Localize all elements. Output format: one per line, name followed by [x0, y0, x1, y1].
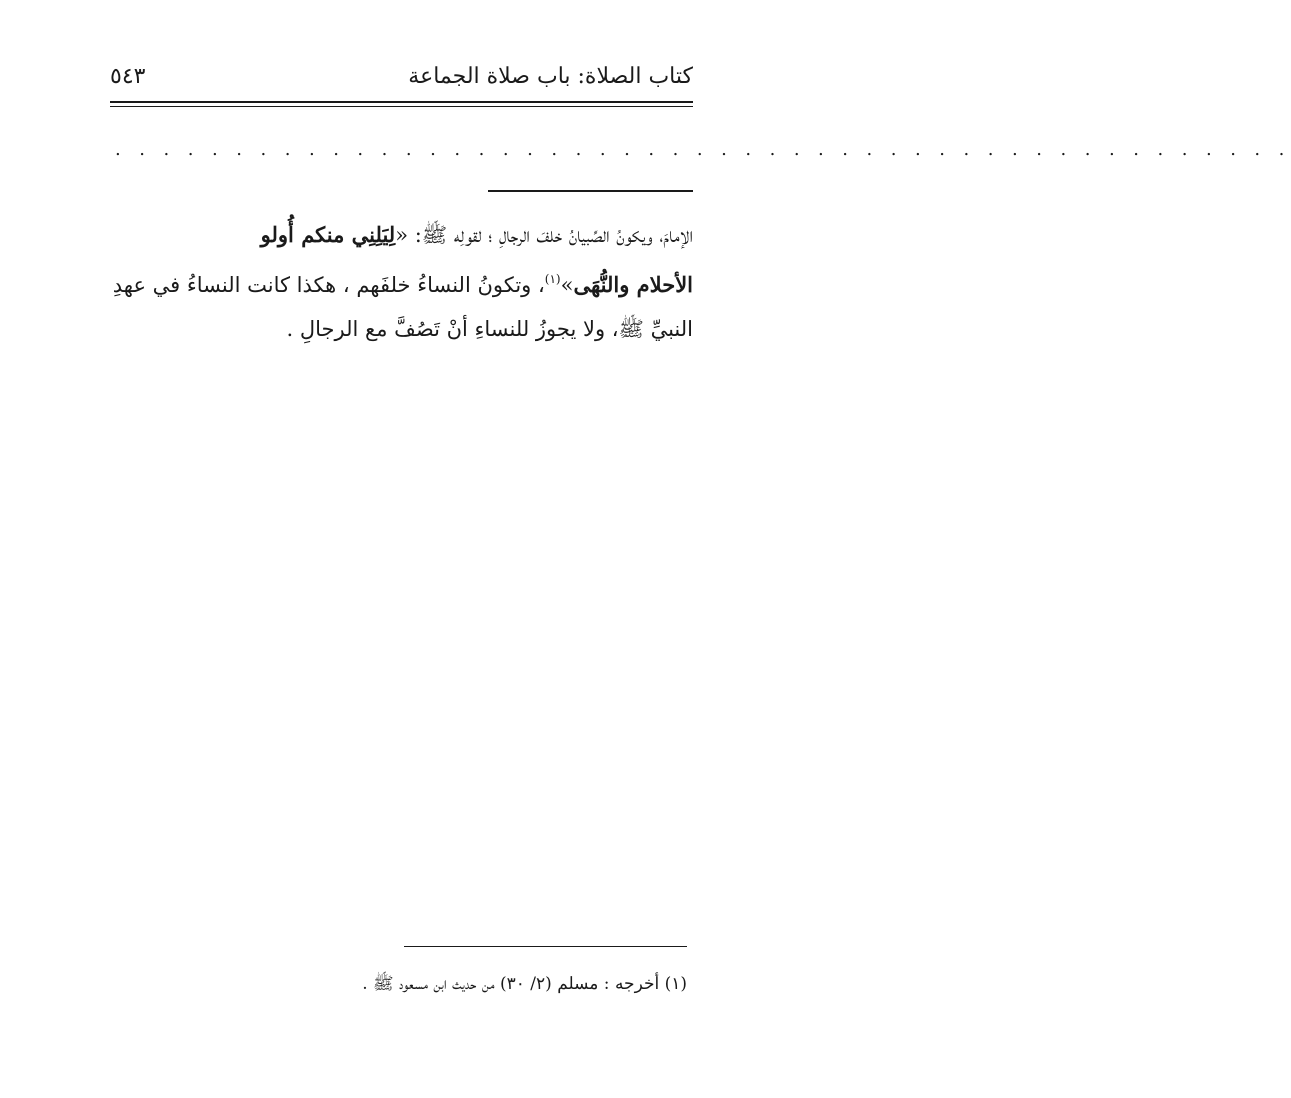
running-header-title: كتاب الصلاة: باب صلاة الجماعة: [408, 64, 693, 89]
hadith-quote-end: الأحلام والنُّهَى: [573, 272, 693, 297]
text-line-1: [100, 213, 693, 257]
main-text: [100, 213, 693, 351]
header-rule-thick: [110, 101, 693, 103]
footnote-reference: (١): [544, 272, 561, 286]
ellipsis-separator: . . . . . . . . . . . . . . . . . . . . . . . . . . . . . . . . . . . . . . . . . . . . . . . . .: [115, 139, 1291, 160]
text-segment: ، وتكونُ النساءُ خلفَهم ، هكذا كانت النساءُ في عهدِ: [112, 273, 545, 297]
section-rule: [488, 190, 693, 192]
text-segment: الإمامَ، ويكونُ الصِّبيانُ خلفَ الرجالِ ؛ لقولِه ﷺ: «: [395, 223, 693, 247]
header-rule-thin: [110, 106, 693, 107]
quote-mark: »: [560, 273, 574, 297]
text-line-2: [100, 257, 693, 307]
page-number: ٥٤٣: [110, 64, 146, 89]
footnote-rule: [404, 946, 687, 947]
footnote: (١) أخرجه : مسلم (٢/ ٣٠) من حديث ابن مسعود ﷺ .: [362, 974, 687, 994]
hadith-quote-start: لِيَلِنِي منكم أُولو: [260, 222, 396, 247]
text-line-3: النبيِّ ﷺ، ولا يجوزُ للنساءِ أنْ تَصُفَّ مع الرجالِ .: [286, 317, 693, 341]
page-header: [110, 62, 693, 98]
